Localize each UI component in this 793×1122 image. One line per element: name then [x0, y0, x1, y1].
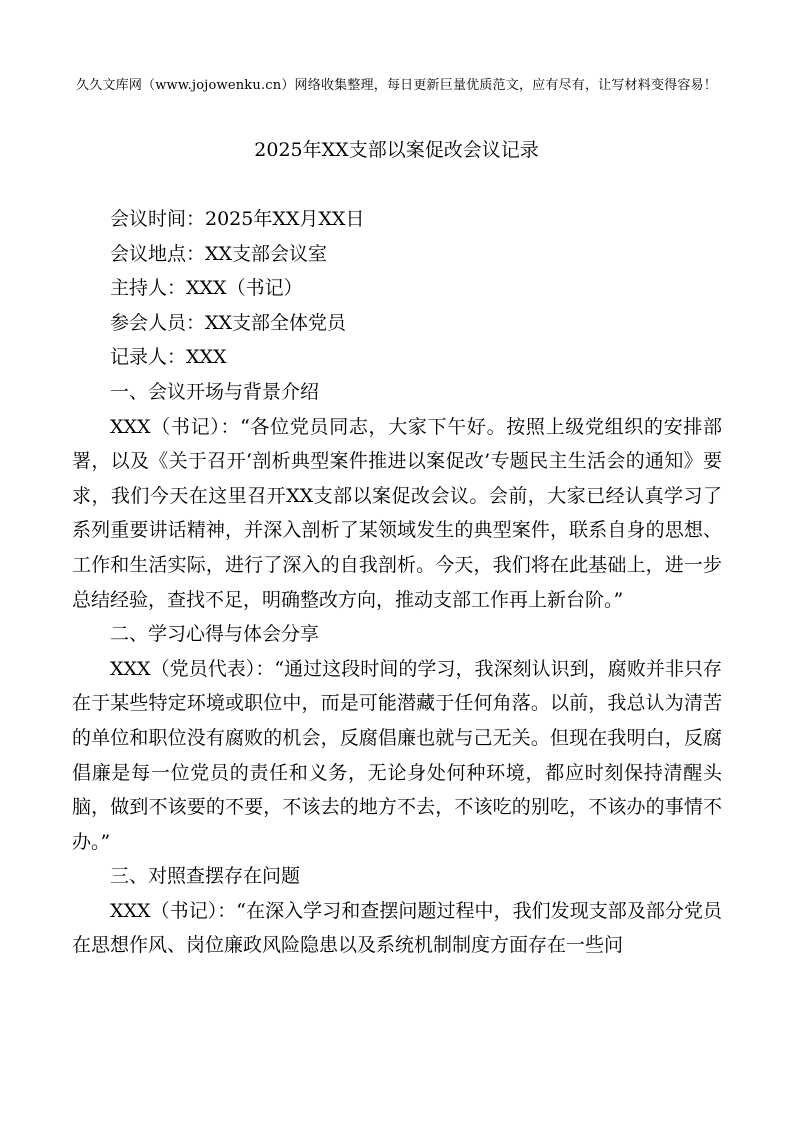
- header-note: 久久文库网（www.jojowenku.cn）网络收集整理，每日更新巨量优质范文，应有尽有，让写材料变得容易！: [76, 78, 717, 93]
- document-body: [72, 202, 722, 963]
- meeting-time: 会议时间：2025年XX月XX日: [110, 208, 365, 230]
- document-title: 2025年XX支部以案促改会议记录: [254, 139, 539, 161]
- meeting-host: 主持人：XXX（书记）: [110, 277, 303, 300]
- meeting-attendees: 参会人员：XX支部全体党员: [110, 311, 347, 334]
- section-heading-opening: 一、会议开场与背景介绍: [110, 380, 320, 403]
- section-heading-problems: 三、对照查摆存在问题: [110, 865, 301, 888]
- section-paragraph-problems: XXX（书记）：“在深入学习和查摆问题过程中，我们发现支部及部分党员在思想作风、岗位廉政风险隐患以及系统机制制度方面存在一些问: [72, 899, 722, 957]
- section-paragraph-opening: XXX（书记）：“各位党员同志，大家下午好。按照上级党组织的安排部署，以及《关于召开‘剖析典型案件推进以案促改’专题民主生活会的通知》要求，我们今天在这里召开XX支部以案促改会议。会前，大家已经认真学习了系列重要讲话精神，并深入剖析了某领域发生的典型案件，联系自身的思想、工作和生活实际，进行了深入的自我剖析。今天，我们将在此基础上，进一步总结经验，查找不足，明确整改方向，推动支部工作再上新台阶。”: [72, 415, 722, 611]
- section-paragraph-learning: XXX（党员代表）：“通过这段时间的学习，我深刻认识到，腐败并非只存在于某些特定环境或职位中，而是可能潜藏于任何角落。以前，我总认为清苦的单位和职位没有腐败的机会，反腐倡廉也就与己无关。但现在我明白，反腐倡廉是每一位党员的责任和义务，无论身处何种环境，都应时刻保持清醒头脑，做到不该要的不要，不该去的地方不去，不该吃的别吃，不该办的事情不办。”: [72, 657, 722, 853]
- section-heading-learning: 二、学习心得与体会分享: [110, 623, 320, 646]
- meeting-place: 会议地点：XX支部会议室: [110, 242, 328, 265]
- meeting-recorder: 记录人：XXX: [110, 346, 227, 369]
